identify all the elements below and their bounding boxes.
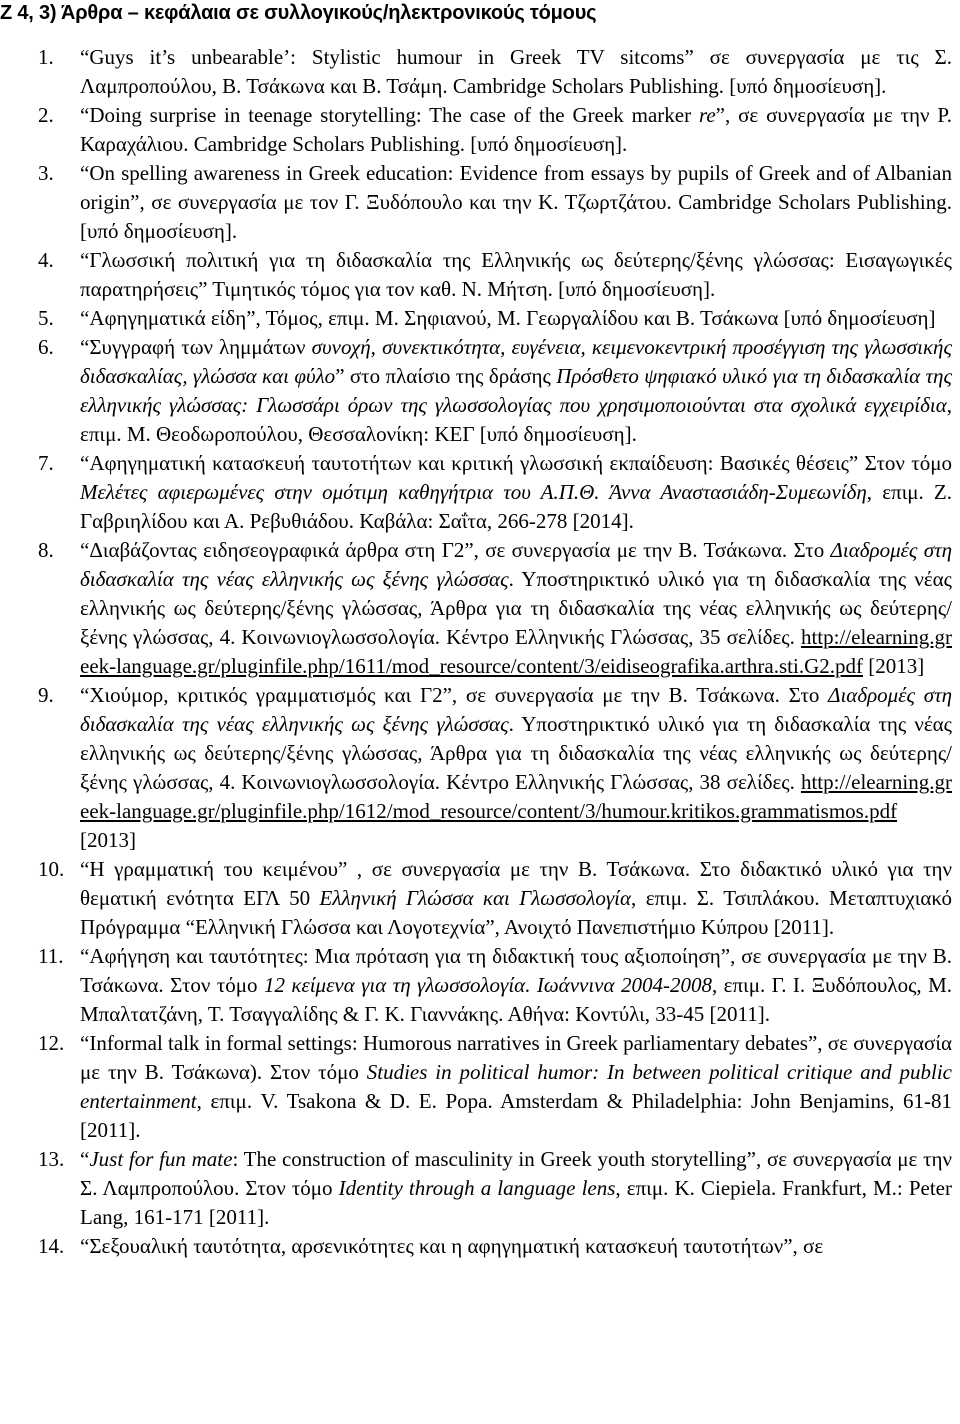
entry-italic-text: συνοχή, συνεκτικότητα, ευγένεια, κειμενοκεντρική προσέγγιση της γλωσσικής διδασκαλίας, γλώσσα και φύλο [80,335,952,388]
entry-number: 7. [38,451,54,475]
entry-italic-text: Identity through a language lens [338,1176,616,1200]
entry-text: , επιμ. Σ. Τσιπλάκου. Μεταπτυχιακό Πρόγραμμα “Ελληνική Γλώσσα και Λογοτεχνία”, Ανοιχτό Πανεπιστήμιο Κύπρου [2011]. [80,886,953,939]
entry-italic-text: Πρόσθετο ψηφιακό υλικό για τη διδασκαλία της ελληνικής γλώσσας: Γλωσσάρι όρων της γλωσσολογίας που χρησιμοποιούνται στα σχολικά εγχειρίδια [80,364,952,417]
entry-number: 1. [38,45,54,69]
entry-text: “Doing surprise in teenage storytelling: The case of the Greek marker [80,103,699,127]
entry-text: “Χιούμορ, κριτικός γραμματισμός και Γ2”, σε συνεργασία με την Β. Τσάκωνα. Στο [80,683,829,707]
publication-entry [0,1145,952,1232]
publication-entry [0,536,952,681]
entry-text: “Αφήγηση και ταυτότητες: Μια πρόταση για τη διδακτική τους αξιοποίηση”, σε συνεργασία με την Β. Τσάκωνα. Στον τόμο [80,944,952,997]
entry-text: “On spelling awareness in Greek education: Evidence from essays by pupils of Greek and of Albanian origin”, σε συνεργασία με τον Γ. Ξυδόπουλο και την Κ. Τζωρτζάτου. Cambridge Scholars Publishing. [υπό δημοσίευση]. [80,161,952,243]
entry-text: , επιμ. Μ. Θεοδωροπούλου, Θεσσαλονίκη: ΚΕΓ [υπό δημοσίευση]. [80,393,952,446]
entry-text: “Αφηγηματικά είδη”, Τόμος, επιμ. Μ. Σηφιανού, Μ. Γεωργαλίδου και Β. Τσάκωνα [υπό δημοσίευση] [80,306,936,330]
entry-text: “Σεξουαλική ταυτότητα, αρσενικότητες και η αφηγηματική κατασκευή ταυτοτήτων”, σε [80,1234,824,1258]
publication-entry [0,333,952,449]
entry-number: 12. [38,1031,65,1055]
entry-text: ”, σε συνεργασία με την Ρ. Καραχάλιου. Cambridge Scholars Publishing. [υπό δημοσίευση]. [80,103,952,156]
entry-number: 13. [38,1147,65,1171]
publication-entry [0,1232,952,1261]
entry-italic-text: Ελληνική Γλώσσα και Γλωσσολογία [319,886,632,910]
entry-italic-text: Just for fun mate [89,1147,233,1171]
entry-text: . Υποστηρικτικό υλικό για τη διδασκαλία της νέας ελληνικής ως δεύτερης/ξένης γλώσσας, Άρθρα για τη διδασκαλία της νέας ελληνικής ως δεύτερης/ξένης γλώσσας, 4. Κοινωνιογλωσσολογία. Κέντρο Ελληνικής Γλώσσας, 35 σελίδες. [80,567,952,649]
entry-italic-text: Διαδρομές στη διδασκαλία της νέας ελληνικής ως ξένης γλώσσας [80,683,953,736]
entry-text: ” στο πλαίσιο της δράσης [335,364,557,388]
publication-entry [0,159,952,246]
publication-entry [0,304,952,333]
reference-link[interactable]: http://elearning.greek-language.gr/pluginfile.php/1611/mod_resource/content/3/eidiseografika.arthra.sti.G2.pdf [80,625,952,678]
reference-link[interactable]: http://elearning.greek-language.gr/pluginfile.php/1612/mod_resource/content/3/humour.kritikos.grammatismos.pdf [80,770,952,823]
publication-entry [0,942,952,1029]
entry-text: , επιμ. V. Tsakona & D. E. Popa. Amsterdam & Philadelphia: John Benjamins, 61-81 [2011]. [80,1089,952,1142]
entry-number: 9. [38,683,54,707]
publication-entry [0,246,952,304]
entry-number: 6. [38,335,54,359]
publication-entry [0,855,952,942]
publication-entry [0,1029,952,1145]
entry-number: 3. [38,161,54,185]
entry-number: 4. [38,248,54,272]
publication-entry [0,43,952,101]
entry-number: 10. [38,857,65,881]
publication-entry [0,681,952,855]
entry-text: . Υποστηρικτικό υλικό για τη διδασκαλία της νέας ελληνικής ως δεύτερης/ξένης γλώσσας, Άρθρα για τη διδασκαλία της νέας ελληνικής ως δεύτερης/ξένης γλώσσας, 4. Κοινωνιογλωσσολογία. Κέντρο Ελληνικής Γλώσσας, 38 σελίδες. [80,712,952,794]
entry-text: “Informal talk in formal settings: Humorous narratives in Greek parliamentary debates”, σε συνεργασία με την Β. Τσάκωνα). Στον τόμο [80,1031,952,1084]
entry-text: “Η γραμματική του κειμένου” , σε συνεργασία με την Β. Τσάκωνα. Στο διδακτικό υλικό για την θεματική ενότητα ΕΓΛ 50 [80,857,952,910]
entry-text: “Guys it’s unbearable’: Stylistic humour in Greek TV sitcoms” σε συνεργασία με τις Σ. Λαμπροπούλου, Β. Τσάκωνα και Β. Τσάμη. Cambridge Scholars Publishing. [υπό δημοσίευση]. [80,45,952,98]
entry-italic-text: Διαδρομές στη διδασκαλία της νέας ελληνικής ως ξένης γλώσσας [80,538,952,591]
entry-number: 11. [38,944,64,968]
entry-italic-text: 12 κείμενα για τη γλωσσολογία. Ιωάννινα 2004-2008 [263,973,712,997]
entry-italic-text: Studies in political humor: In between political critique and public entertainment [80,1060,953,1113]
entry-text: : The construction of masculinity in Greek youth storytelling”, σε συνεργασία με την Σ. Λαμπροπούλου. Στον τόμο [80,1147,952,1200]
publication-entry [0,101,952,159]
entry-number: 2. [38,103,54,127]
entry-italic-text: Μελέτες αφιερωμένες στην ομότιμη καθηγήτρια του Α.Π.Θ. Άννα Αναστασιάδη-Συμεωνίδη [80,480,867,504]
entry-text: “ [80,1147,90,1171]
entry-number: 5. [38,306,54,330]
publication-list [0,43,952,1261]
entry-number: 14. [38,1234,65,1258]
entry-text: “Διαβάζοντας ειδησεογραφικά άρθρα στη Γ2”, σε συνεργασία με την Β. Τσάκωνα. Στο [80,538,831,562]
entry-number: 8. [38,538,54,562]
entry-text: , επιμ. Γ. Ι. Ξυδόπουλος, Μ. Μπαλτατζάνη, Τ. Τσαγγαλίδης & Γ. Κ. Γιαννάκης. Αθήνα: Κοντύλι, 33-45 [2011]. [80,973,952,1026]
publication-entry [0,449,952,536]
entry-text: “Συγγραφή των λημμάτων [80,335,312,359]
entry-text: [2013] [80,828,136,852]
entry-text: “Αφηγηματική κατασκευή ταυτοτήτων και κριτική γλωσσική εκπαίδευση: Βασικές θέσεις” Στον τόμο [80,451,952,475]
entry-text: , επιμ. K. Ciepiela. Frankfurt, M.: Peter Lang, 161-171 [2011]. [80,1176,952,1229]
entry-text: , επιμ. Ζ. Γαβριηλίδου και Α. Ρεβυθιάδου. Καβάλα: Σαΐτα, 266-278 [2014]. [80,480,952,533]
entry-text: [2013] [862,654,925,678]
entry-text: “Γλωσσική πολιτική για τη διδασκαλία της Ελληνικής ως δεύτερης/ξένης γλώσσας: Εισαγωγικές παρατηρήσεις” Τιμητικός τόμος για τον καθ. Ν. Μήτση. [υπό δημοσίευση]. [80,248,952,301]
section-heading: Ζ 4, 3) Άρθρα – κεφάλαια σε συλλογικούς/ηλεκτρονικούς τόμους [0,2,597,24]
entry-italic-text: re [698,103,716,127]
